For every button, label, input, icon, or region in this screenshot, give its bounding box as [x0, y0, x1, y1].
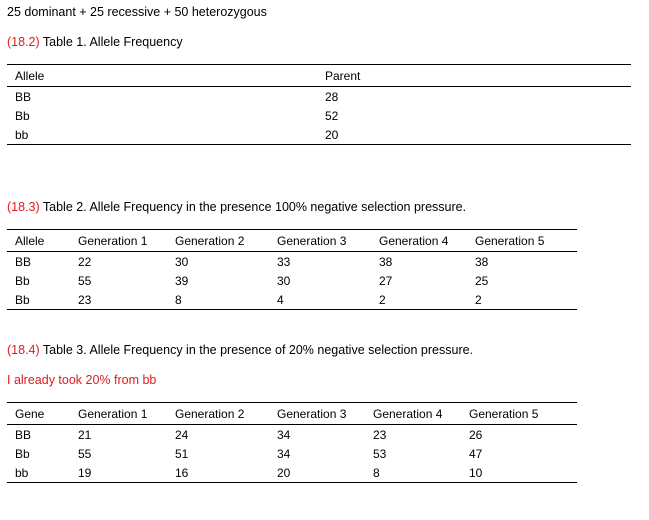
table2-header-cell: Generation 2: [167, 230, 269, 252]
table-row: [7, 125, 631, 145]
table-cell: 4: [269, 290, 371, 310]
table-cell: Bb: [15, 446, 30, 461]
table-cell: Bb: [15, 108, 30, 123]
table-row: [7, 425, 577, 445]
table-cell: BB: [15, 89, 32, 104]
table-cell: 19: [70, 463, 167, 483]
table-cell: 51: [175, 446, 189, 461]
table1-header-cell: Allele: [7, 65, 317, 87]
table-cell: bb: [7, 125, 317, 145]
table3-note: I already took 20% from bb: [7, 373, 157, 387]
table-cell: 24: [175, 427, 189, 442]
table3-header-cell: Generation 3: [269, 403, 365, 425]
table3-header-row: [7, 403, 577, 425]
table-cell: 39: [175, 273, 189, 288]
table-cell: 38: [379, 254, 393, 269]
table3-header-cell: Generation 2: [167, 403, 269, 425]
table3-caption-line: [7, 343, 473, 357]
table1: [7, 64, 631, 145]
table-cell: 2: [467, 290, 577, 310]
table-cell: 20: [269, 463, 365, 483]
table2-header-cell: Generation 3: [269, 230, 371, 252]
table2: [7, 229, 577, 310]
table-row: [7, 444, 577, 463]
table-cell: 55: [78, 273, 92, 288]
table-row: [7, 87, 631, 107]
table3-header-cell: Generation 1: [70, 403, 167, 425]
table-row: [7, 463, 577, 483]
table-cell: 8: [365, 463, 461, 483]
table1-header-cell: Parent: [317, 65, 631, 87]
table-cell: 55: [78, 446, 92, 461]
table-cell: Bb: [7, 290, 70, 310]
table-cell: Bb: [15, 273, 30, 288]
table-row: [7, 106, 631, 125]
table2-header-cell: Generation 4: [371, 230, 467, 252]
table-cell: 34: [277, 427, 291, 442]
table3: [7, 402, 577, 483]
table-cell: 52: [325, 108, 339, 123]
table-cell: 25: [475, 273, 489, 288]
table2-caption-line: [7, 200, 466, 214]
table2-header-cell: Generation 1: [70, 230, 167, 252]
table-cell: 38: [475, 254, 489, 269]
table-cell: 30: [175, 254, 189, 269]
table2-ref: (18.3): [7, 200, 40, 214]
table1-caption: Table 1. Allele Frequency: [42, 35, 183, 49]
table-cell: 22: [78, 254, 92, 269]
table-cell: 20: [317, 125, 631, 145]
table1-ref: (18.2): [7, 35, 40, 49]
table3-caption: Table 3. Allele Frequency in the presence of 20% negative selection pressure.: [42, 343, 474, 357]
table-cell: 2: [371, 290, 467, 310]
table-cell: 53: [373, 446, 387, 461]
table-row: [7, 252, 577, 272]
table3-header-cell: Generation 5: [461, 403, 577, 425]
intro-text: 25 dominant + 25 recessive + 50 heterozygous: [7, 5, 267, 19]
table2-header-cell: Generation 5: [467, 230, 577, 252]
table-cell: BB: [15, 254, 32, 269]
table-cell: 28: [325, 89, 339, 104]
table-cell: bb: [7, 463, 70, 483]
table-cell: BB: [15, 427, 32, 442]
table-cell: 8: [167, 290, 269, 310]
table3-header-cell: Generation 4: [365, 403, 461, 425]
table1-header-row: [7, 65, 631, 87]
table-cell: 34: [277, 446, 291, 461]
table-cell: 27: [379, 273, 393, 288]
table-cell: 30: [277, 273, 291, 288]
table2-header-row: [7, 230, 577, 252]
table-row: [7, 271, 577, 290]
table3-ref: (18.4): [7, 343, 40, 357]
table-cell: 33: [277, 254, 291, 269]
table3-header-cell: Gene: [7, 403, 70, 425]
table1-caption-line: [7, 35, 183, 49]
table2-caption: Table 2. Allele Frequency in the presence 100% negative selection pressure.: [42, 200, 467, 214]
table-cell: 26: [469, 427, 483, 442]
table-cell: 10: [461, 463, 577, 483]
table-cell: 16: [167, 463, 269, 483]
table-cell: 23: [373, 427, 387, 442]
table-cell: 23: [70, 290, 167, 310]
table-row: [7, 290, 577, 310]
table-cell: 47: [469, 446, 483, 461]
table2-header-cell: Allele: [7, 230, 70, 252]
table-cell: 21: [78, 427, 92, 442]
